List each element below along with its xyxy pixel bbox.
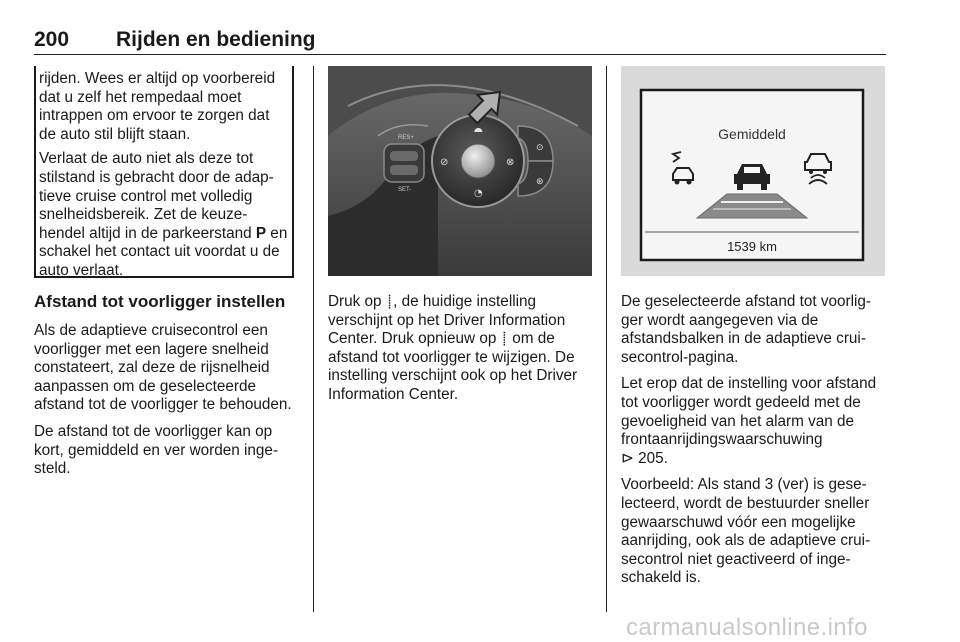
warning-paragraph: Verlaat de auto niet als deze tot stilstand is gebracht door de adaptieve cruise control met volledig snelheidsbereik. Zet de keuzehendel altijd in de parkeerstand P en schakel het contact uit voordat u de auto verlaat.	[39, 150, 288, 279]
following-distance-icon: ⯊	[474, 126, 483, 139]
set-button-label: SET-	[398, 187, 412, 193]
cross-reference-page[interactable]: 205.	[638, 449, 668, 467]
lane-keep-icon: ⊙	[536, 143, 544, 153]
steering-wheel-figure	[328, 66, 592, 276]
page-number: 200	[34, 28, 70, 51]
column-1-body	[34, 322, 296, 487]
driver-info-display-figure	[621, 66, 885, 276]
body-paragraph: Voorbeeld: Als stand 3 (ver) is geselecteerd, wordt de bestuurder sneller gewaarschuwd vóór een mogelijke aanrijding, ook als de adaptieve cruisecontrol niet geactiveerd of ingeschakeld is.	[621, 476, 871, 587]
display-illustration	[621, 66, 885, 276]
cruise-left-icon: ⊘	[440, 157, 449, 168]
body-paragraph: Als de adaptieve cruisecontrol een voorligger met een lagere snelheid constateert, zal deze de rijsnelheid aanpassen om de geselecteerde afstand tot de voorligger te behouden.	[34, 322, 292, 414]
distance-button-icon: ⸽	[387, 294, 392, 309]
speed-limiter-icon: ◔	[474, 188, 483, 199]
body-paragraph: De afstand tot de voorligger kan op kort, gemiddeld en ver worden ingesteld.	[34, 422, 279, 478]
warning-box	[34, 66, 294, 278]
page-header	[34, 26, 886, 55]
park-position-letter: P	[255, 224, 267, 242]
column-divider-2	[606, 66, 607, 612]
section-heading: Afstand tot voorligger instellen	[34, 292, 286, 311]
body-paragraph: Druk op ⸽ , de huidige instelling verschijnt op het Driver Information Center. Druk opnieuw op ⸽ om de afstand tot voorligger te wijzigen. De instelling verschijnt ook op het Driver Information Center.	[328, 293, 578, 403]
column-3-body	[621, 293, 887, 596]
distance-button-icon: ⸽	[502, 331, 506, 347]
body-paragraph: Let erop dat de instelling voor afstand tot voorligger wordt gedeeld met de gevoeligheid van het alarm van de frontaanrijdingswaarschuwing ⊳ 205.	[621, 375, 877, 467]
res-button-label: RES+	[398, 135, 414, 141]
cruise-right-icon: ⊗	[506, 157, 515, 168]
chapter-title: Rijden en bediening	[116, 28, 316, 51]
column-2-body	[328, 293, 592, 413]
body-paragraph: De geselecteerde afstand tot voorligger wordt aangegeven via de afstandsbalken in de adaptieve cruisecontrol-pagina.	[621, 293, 872, 366]
steering-wheel-illustration	[328, 66, 592, 276]
warning-paragraph: rijden. Wees er altijd op voorbereid dat u zelf het rempedaal moet intrappen om ervoor te zorgen dat de auto stil blijft staan.	[39, 70, 276, 143]
collision-alert-icon: ⊛	[536, 177, 544, 187]
cross-reference-arrow-icon: ⊳	[621, 449, 634, 467]
display-title: Gemiddeld	[718, 126, 786, 142]
column-divider-1	[313, 66, 314, 612]
watermark: carmanualsonline.info	[626, 614, 868, 641]
display-distance: 1539 km	[727, 239, 777, 254]
